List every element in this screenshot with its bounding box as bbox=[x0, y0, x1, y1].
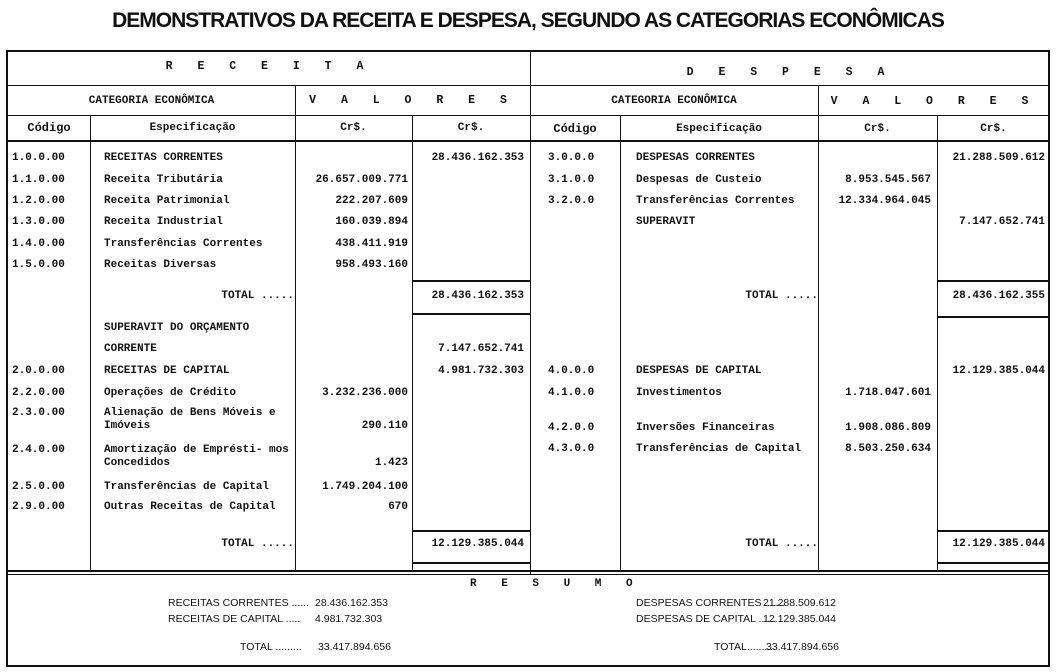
row-code: 4.3.0.0 bbox=[548, 443, 595, 455]
divider bbox=[818, 85, 819, 115]
row-code: 2.5.0.00 bbox=[12, 481, 65, 493]
divider bbox=[412, 530, 530, 532]
divider bbox=[620, 115, 621, 570]
despesa-heading: D E S P E S A bbox=[686, 66, 894, 79]
resumo-value: 12.129.385.044 bbox=[763, 613, 836, 625]
receita-col-cr2: Cr$. bbox=[457, 122, 485, 134]
receita-categoria-header: CATEGORIA ECONÔMICA bbox=[88, 95, 215, 107]
row-value-total: 28.436.162.353 bbox=[431, 152, 524, 164]
row-code: 3.0.0.0 bbox=[548, 152, 595, 164]
despesa-col-cr1: Cr$. bbox=[864, 123, 891, 135]
total-label: TOTAL ..... bbox=[745, 290, 818, 302]
row-value-detail: 1.718.047.601 bbox=[845, 387, 931, 399]
row-value-detail: 160.039.894 bbox=[335, 216, 408, 228]
row-code: 4.2.0.0 bbox=[548, 422, 595, 434]
row-specification: Inversões Financeiras bbox=[636, 422, 775, 434]
row-code: 3.2.0.0 bbox=[548, 195, 595, 207]
despesa-col-especificacao: Especificação bbox=[676, 123, 762, 135]
row-specification: Transferências Correntes bbox=[104, 238, 263, 250]
row-value-detail: 1.749.204.100 bbox=[322, 481, 408, 493]
row-value-detail: 8.503.250.634 bbox=[845, 443, 931, 455]
row-specification: DESPESAS CORRENTES bbox=[636, 152, 755, 164]
row-value-total: 28.436.162.355 bbox=[952, 290, 1045, 302]
row-code: 1.4.0.00 bbox=[12, 238, 65, 250]
row-code: 2.9.0.00 bbox=[12, 501, 65, 513]
despesa-col-cr2: Cr$. bbox=[980, 123, 1007, 135]
row-specification: Transferências de Capital bbox=[636, 443, 802, 455]
row-specification: Operações de Crédito bbox=[104, 387, 237, 399]
resumo-value: 4.981.732.303 bbox=[315, 613, 383, 625]
resumo-label: DESPESAS CORRENTES ....... bbox=[636, 597, 785, 609]
row-value-detail: 8.953.545.567 bbox=[845, 174, 931, 186]
despesa-categoria-header: CATEGORIA ECONÔMICA bbox=[611, 95, 737, 107]
row-code: 1.2.0.00 bbox=[12, 195, 65, 207]
divider bbox=[412, 115, 413, 570]
row-value-detail: 26.657.009.771 bbox=[315, 174, 408, 186]
row-code: 2.0.0.00 bbox=[12, 365, 65, 377]
despesa-col-codigo: Código bbox=[553, 122, 597, 136]
row-value-total: 7.147.652.741 bbox=[959, 216, 1045, 228]
page-title: DEMONSTRATIVOS DA RECEITA E DESPESA, SEGUNDO AS CATEGORIAS ECONÔMICAS bbox=[112, 9, 944, 32]
row-specification: Receita Patrimonial bbox=[104, 195, 230, 207]
divider bbox=[937, 562, 1048, 564]
resumo-label: DESPESAS DE CAPITAL ...... bbox=[636, 613, 777, 625]
row-value-total: 4.981.732.303 bbox=[438, 365, 524, 377]
row-specification: RECEITAS CORRENTES bbox=[104, 152, 223, 164]
divider bbox=[818, 115, 819, 570]
divider bbox=[937, 530, 1048, 532]
row-value-total: 12.129.385.044 bbox=[952, 365, 1045, 377]
resumo-label: RECEITAS CORRENTES ...... bbox=[168, 597, 309, 609]
row-value-total: 28.436.162.353 bbox=[431, 290, 524, 302]
divider bbox=[530, 50, 531, 574]
row-value-detail: 290.110 bbox=[361, 420, 408, 432]
row-specification: Despesas de Custeio bbox=[636, 174, 762, 186]
resumo-value: 28.436.162.353 bbox=[315, 597, 388, 609]
row-code: 1.1.0.00 bbox=[12, 174, 65, 186]
divider bbox=[937, 280, 1048, 282]
receita-col-especificacao: Especificação bbox=[149, 122, 236, 134]
resumo-value: 33.417.894.656 bbox=[318, 641, 391, 653]
row-specification: Amortização de Emprésti- mos Concedidos bbox=[104, 444, 289, 469]
row-code: 2.2.0.00 bbox=[12, 387, 65, 399]
divider bbox=[6, 574, 1050, 575]
row-specification: DESPESAS DE CAPITAL bbox=[636, 365, 762, 377]
row-code: 2.4.0.00 bbox=[12, 444, 65, 456]
divider bbox=[90, 115, 91, 570]
total-label: TOTAL ..... bbox=[221, 538, 294, 550]
row-value-detail: 12.334.964.045 bbox=[838, 195, 931, 207]
divider bbox=[412, 280, 530, 282]
divider bbox=[6, 570, 1050, 572]
row-value-detail: 1.908.086.809 bbox=[845, 422, 931, 434]
row-specification: Outras Receitas de Capital bbox=[104, 501, 276, 513]
row-value-total: 21.288.509.612 bbox=[952, 152, 1045, 164]
row-value-detail: 958.493.160 bbox=[335, 259, 408, 271]
receita-col-cr1: Cr$. bbox=[340, 122, 367, 134]
total-label: TOTAL ..... bbox=[221, 290, 294, 302]
divider bbox=[6, 115, 1050, 116]
row-value-detail: 438.411.919 bbox=[335, 238, 408, 250]
row-specification: Receitas Diversas bbox=[104, 259, 217, 271]
row-code: 4.0.0.0 bbox=[548, 365, 595, 377]
row-value-detail: 1.423 bbox=[374, 457, 408, 469]
row-specification: Investimentos bbox=[636, 387, 722, 399]
resumo-label: TOTAL......... bbox=[714, 641, 774, 653]
row-code: 4.1.0.0 bbox=[548, 387, 595, 399]
row-code: 2.3.0.00 bbox=[12, 407, 65, 419]
row-specification: SUPERAVIT bbox=[636, 216, 696, 228]
resumo-heading: R E S U M O bbox=[470, 578, 642, 590]
divider bbox=[295, 115, 296, 570]
resumo-label: RECEITAS DE CAPITAL ..... bbox=[168, 613, 301, 625]
row-specification: CORRENTE bbox=[104, 343, 157, 355]
row-value-detail: 3.232.236.000 bbox=[322, 387, 408, 399]
divider bbox=[6, 140, 1050, 142]
row-specification: Receita Industrial bbox=[104, 216, 223, 228]
row-specification: Receita Tributária bbox=[104, 174, 223, 186]
row-specification: Transferências de Capital bbox=[104, 481, 270, 493]
divider bbox=[412, 562, 530, 564]
receita-col-codigo: Código bbox=[27, 121, 71, 135]
resumo-value: 33.417.894.656 bbox=[766, 641, 839, 653]
row-value-total: 7.147.652.741 bbox=[438, 343, 524, 355]
resumo-value: 21.288.509.612 bbox=[763, 597, 836, 609]
row-value-detail: 670 bbox=[388, 501, 408, 513]
row-code: 1.0.0.00 bbox=[12, 152, 65, 164]
receita-valores-header: V A L O R E S bbox=[309, 94, 516, 107]
row-value-total: 12.129.385.044 bbox=[431, 538, 524, 550]
divider bbox=[6, 85, 1050, 86]
divider bbox=[412, 313, 530, 315]
resumo-label: TOTAL ......... bbox=[240, 641, 302, 653]
row-specification: Alienação de Bens Móveis e Imóveis bbox=[104, 407, 276, 432]
receita-heading: R E C E I T A bbox=[165, 60, 373, 73]
divider bbox=[937, 115, 938, 570]
despesa-valores-header: V A L O R E S bbox=[830, 95, 1038, 108]
row-code: 1.3.0.00 bbox=[12, 216, 65, 228]
row-value-total: 12.129.385.044 bbox=[952, 538, 1045, 550]
row-specification: SUPERAVIT DO ORÇAMENTO bbox=[104, 322, 250, 334]
divider bbox=[937, 316, 1048, 318]
row-value-detail: 222.207.609 bbox=[335, 195, 408, 207]
row-code: 1.5.0.00 bbox=[12, 259, 65, 271]
total-label: TOTAL ..... bbox=[745, 538, 818, 550]
row-code: 3.1.0.0 bbox=[548, 174, 595, 186]
row-specification: RECEITAS DE CAPITAL bbox=[104, 365, 230, 377]
divider bbox=[295, 85, 296, 115]
row-specification: Transferências Correntes bbox=[636, 195, 795, 207]
